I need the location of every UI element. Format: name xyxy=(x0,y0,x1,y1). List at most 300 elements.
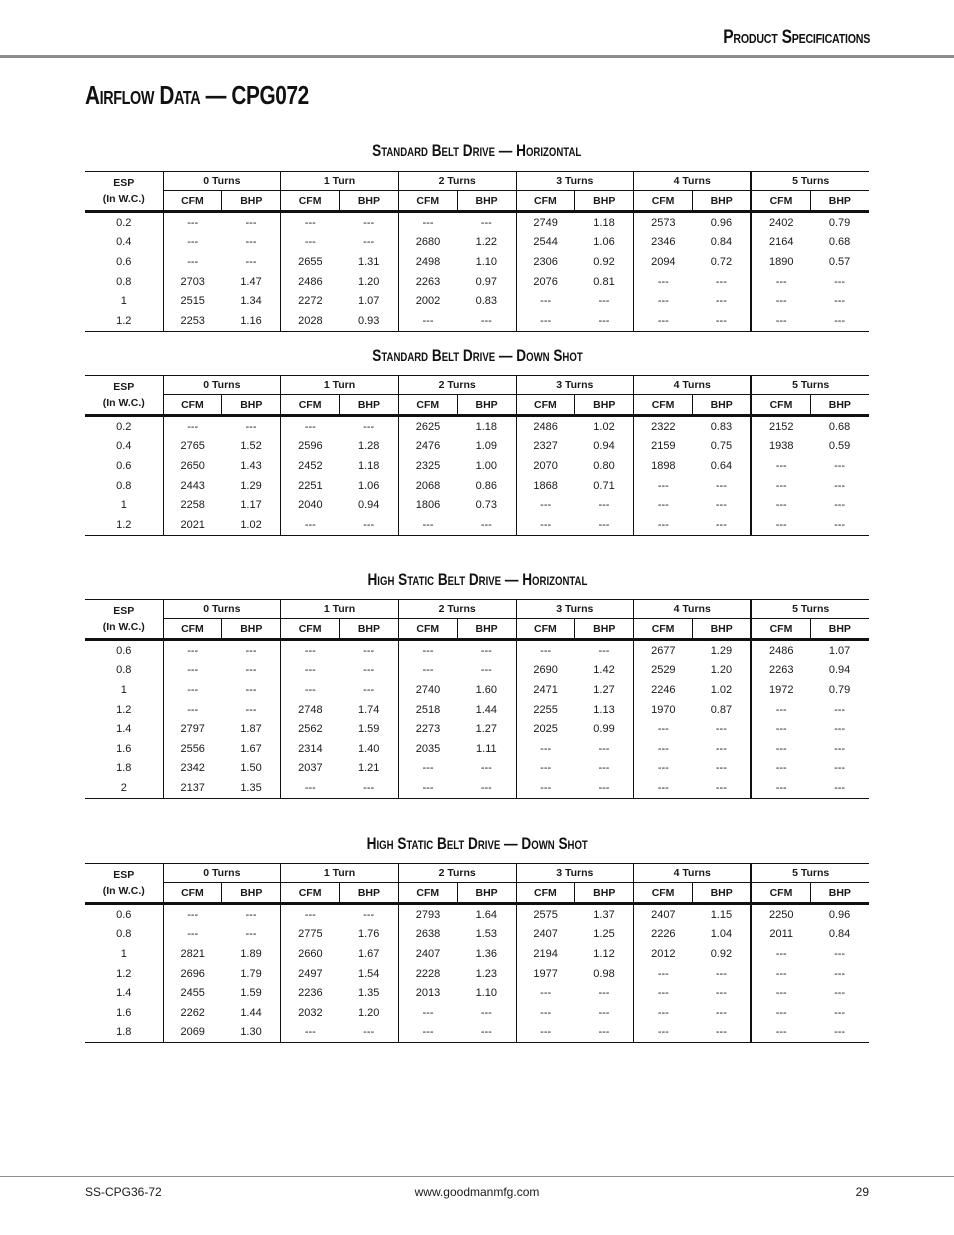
bhp-cell: --- xyxy=(715,499,727,512)
bhp-cell: 1.09 xyxy=(475,440,498,453)
esp-label: ESP xyxy=(113,605,135,617)
bhp-cell: 0.64 xyxy=(710,459,733,472)
turns-header: 0 Turns xyxy=(163,600,281,619)
cfm-cell: --- xyxy=(163,212,222,233)
esp-cell: 1 xyxy=(120,683,127,696)
bhp-cell: --- xyxy=(245,216,257,229)
cfm-cell: 2486 xyxy=(516,416,575,437)
bhp-cell: 0.80 xyxy=(593,459,615,472)
section-title-std-downshot: Standard Belt Drive — Down Shot xyxy=(371,346,583,365)
bhp-cell: 1.18 xyxy=(593,216,615,229)
bhp-cell: 1.00 xyxy=(475,459,498,472)
cfm-cell: 2748 xyxy=(281,700,340,720)
cfm-header: CFM xyxy=(634,619,693,640)
cfm-cell: 2013 xyxy=(398,983,457,1003)
airflow-table-hs-horizontal xyxy=(85,599,869,799)
esp-cell: 0.6 xyxy=(116,459,132,472)
bhp-cell: 1.13 xyxy=(593,703,615,716)
bhp-header: BHP xyxy=(810,191,869,212)
esp-cell: 0.2 xyxy=(116,216,132,229)
bhp-header: BHP xyxy=(810,619,869,640)
table-row xyxy=(85,944,869,964)
cfm-cell: 2263 xyxy=(751,661,810,681)
cfm-cell: --- xyxy=(281,416,340,437)
bhp-cell: --- xyxy=(363,664,375,677)
bhp-header: BHP xyxy=(692,883,751,904)
bhp-cell: 1.18 xyxy=(475,420,498,433)
bhp-cell: 1.12 xyxy=(593,947,615,960)
cfm-cell: --- xyxy=(281,212,340,233)
cfm-header: CFM xyxy=(281,883,340,904)
cfm-cell: 2262 xyxy=(163,1003,222,1023)
bhp-cell: 1.22 xyxy=(475,236,498,249)
bhp-cell: --- xyxy=(363,420,375,433)
cfm-header: CFM xyxy=(163,883,222,904)
table-row xyxy=(85,272,869,292)
bhp-cell: --- xyxy=(834,479,846,492)
cfm-header: CFM xyxy=(398,883,457,904)
table-row xyxy=(85,291,869,311)
cfm-cell: 2486 xyxy=(281,272,340,292)
cfm-cell: 2443 xyxy=(163,476,222,496)
table-row xyxy=(85,495,869,515)
airflow-table-std-horizontal xyxy=(85,171,869,332)
bhp-header: BHP xyxy=(575,883,634,904)
cfm-cell: 2028 xyxy=(281,311,340,331)
bhp-cell: 1.17 xyxy=(240,499,262,512)
bhp-cell: --- xyxy=(715,275,727,288)
cfm-cell: --- xyxy=(516,640,575,661)
cfm-cell: 2226 xyxy=(634,925,693,945)
bhp-header: BHP xyxy=(692,619,751,640)
bhp-cell: 1.59 xyxy=(357,723,380,736)
turns-header: 4 Turns xyxy=(634,172,752,191)
table-row xyxy=(85,437,869,457)
bhp-cell: 1.28 xyxy=(357,440,380,453)
bhp-cell: 1.02 xyxy=(593,420,615,433)
cfm-cell: 2152 xyxy=(751,416,810,437)
bhp-cell: 0.84 xyxy=(828,928,851,941)
turns-header: 2 Turns xyxy=(398,172,516,191)
table-row xyxy=(85,719,869,739)
table-row xyxy=(85,778,869,798)
bhp-cell: 1.31 xyxy=(357,255,380,268)
cfm-cell: --- xyxy=(398,778,457,798)
cfm-header: CFM xyxy=(163,395,222,416)
table-row xyxy=(85,212,869,233)
cfm-cell: --- xyxy=(634,1003,693,1023)
cfm-cell: 2255 xyxy=(516,700,575,720)
bhp-cell: 1.29 xyxy=(710,644,733,657)
bhp-cell: 0.71 xyxy=(593,479,615,492)
cfm-header: CFM xyxy=(281,395,340,416)
cfm-cell: 2677 xyxy=(634,640,693,661)
bhp-header: BHP xyxy=(457,191,516,212)
cfm-cell: --- xyxy=(751,719,810,739)
bhp-cell: 0.99 xyxy=(593,723,615,736)
cfm-cell: --- xyxy=(516,778,575,798)
bhp-cell: --- xyxy=(480,1006,492,1019)
cfm-header: CFM xyxy=(398,395,457,416)
cfm-cell: --- xyxy=(634,495,693,515)
bhp-cell: 0.92 xyxy=(710,947,733,960)
bhp-cell: --- xyxy=(245,908,257,921)
table-row xyxy=(85,759,869,779)
turns-header: 4 Turns xyxy=(634,864,752,883)
table-row xyxy=(85,739,869,759)
esp-header xyxy=(85,864,163,904)
cfm-cell: 2159 xyxy=(634,437,693,457)
cfm-cell: 1806 xyxy=(398,495,457,515)
bhp-cell: 0.79 xyxy=(828,216,851,229)
bhp-cell: --- xyxy=(715,967,727,980)
bhp-cell: 0.83 xyxy=(475,295,498,308)
cfm-cell: 2486 xyxy=(751,640,810,661)
cfm-header: CFM xyxy=(634,191,693,212)
cfm-cell: --- xyxy=(281,904,340,925)
esp-cell: 1 xyxy=(120,295,127,308)
esp-cell: 1.8 xyxy=(85,1023,163,1043)
bhp-cell: --- xyxy=(810,1023,869,1043)
bhp-cell: --- xyxy=(834,459,846,472)
cfm-cell: --- xyxy=(751,1003,810,1023)
table-row xyxy=(85,1003,869,1023)
bhp-cell: --- xyxy=(834,762,846,775)
bhp-cell: --- xyxy=(363,908,375,921)
cfm-cell: 2194 xyxy=(516,944,575,964)
cfm-cell: --- xyxy=(634,515,693,535)
cfm-header: CFM xyxy=(398,191,457,212)
bhp-cell: --- xyxy=(834,723,846,736)
bhp-header: BHP xyxy=(340,395,399,416)
cfm-header: CFM xyxy=(634,395,693,416)
bhp-cell: --- xyxy=(715,479,727,492)
cfm-cell: --- xyxy=(516,311,575,331)
table-row xyxy=(85,416,869,437)
bhp-header: BHP xyxy=(575,395,634,416)
bhp-cell: --- xyxy=(810,778,869,798)
table-row xyxy=(85,904,869,925)
bhp-cell: 0.68 xyxy=(828,236,851,249)
cfm-cell: 2040 xyxy=(281,495,340,515)
bhp-cell: --- xyxy=(457,311,516,331)
cfm-cell: --- xyxy=(634,759,693,779)
esp-cell: 0.2 xyxy=(116,420,132,433)
bhp-cell: 0.72 xyxy=(710,255,733,268)
bhp-cell: 1.10 xyxy=(475,255,498,268)
bhp-cell: 1.16 xyxy=(222,311,281,331)
cfm-cell: 2625 xyxy=(398,416,457,437)
cfm-cell: 2032 xyxy=(281,1003,340,1023)
bhp-cell: --- xyxy=(363,644,375,657)
bhp-cell: --- xyxy=(598,987,610,1000)
cfm-cell: 1977 xyxy=(516,964,575,984)
cfm-cell: 2544 xyxy=(516,233,575,253)
bhp-cell: 1.18 xyxy=(357,459,380,472)
bhp-cell: --- xyxy=(480,216,492,229)
cfm-cell: --- xyxy=(281,233,340,253)
esp-cell: 0.8 xyxy=(116,479,132,492)
cfm-cell: 2025 xyxy=(516,719,575,739)
cfm-cell: --- xyxy=(751,739,810,759)
esp-cell: 1.8 xyxy=(116,762,132,775)
cfm-cell: 2556 xyxy=(163,739,222,759)
bhp-cell: 1.20 xyxy=(357,1006,380,1019)
esp-cell: 1.2 xyxy=(85,515,163,535)
bhp-header: BHP xyxy=(575,619,634,640)
cfm-cell: 1970 xyxy=(634,700,693,720)
esp-header xyxy=(85,600,163,640)
cfm-cell: 2518 xyxy=(398,700,457,720)
cfm-cell: --- xyxy=(516,739,575,759)
bhp-cell: 1.40 xyxy=(357,742,380,755)
cfm-cell: --- xyxy=(398,1023,457,1043)
bhp-cell: --- xyxy=(598,295,610,308)
cfm-cell: --- xyxy=(398,640,457,661)
bhp-cell: --- xyxy=(834,499,846,512)
cfm-cell: 2076 xyxy=(516,272,575,292)
cfm-cell: 2258 xyxy=(163,495,222,515)
cfm-cell: 2455 xyxy=(163,983,222,1003)
esp-cell: 0.8 xyxy=(116,275,132,288)
cfm-cell: 1938 xyxy=(751,437,810,457)
bhp-cell: 0.93 xyxy=(340,311,399,331)
cfm-cell: 2322 xyxy=(634,416,693,437)
cfm-cell: --- xyxy=(163,904,222,925)
turns-header: 0 Turns xyxy=(163,864,281,883)
turns-header: 2 Turns xyxy=(398,600,516,619)
bhp-cell: 1.21 xyxy=(357,762,380,775)
section-title-hs-horizontal: High Static Belt Drive — Horizontal xyxy=(367,570,587,589)
bhp-cell: 1.02 xyxy=(222,515,281,535)
esp-cell: 1.6 xyxy=(116,742,132,755)
esp-unit-label: (In W.C.) xyxy=(102,621,145,633)
cfm-cell: 2346 xyxy=(634,233,693,253)
bhp-cell: 1.15 xyxy=(710,908,733,921)
cfm-cell: --- xyxy=(634,983,693,1003)
turns-header: 1 Turn xyxy=(281,172,399,191)
turns-header: 1 Turn xyxy=(281,864,399,883)
bhp-cell: 1.35 xyxy=(357,987,380,1000)
bhp-cell: 1.76 xyxy=(357,928,380,941)
bhp-cell: 1.50 xyxy=(240,762,262,775)
airflow-table-hs-downshot xyxy=(85,863,869,1043)
bhp-cell: 1.44 xyxy=(240,1006,262,1019)
bhp-header: BHP xyxy=(340,619,399,640)
cfm-cell: 2228 xyxy=(398,964,457,984)
bhp-cell: 0.59 xyxy=(828,440,851,453)
bhp-cell: --- xyxy=(575,778,634,798)
cfm-cell: 2471 xyxy=(516,680,575,700)
cfm-cell: --- xyxy=(751,272,810,292)
esp-cell: 0.8 xyxy=(116,664,132,677)
esp-cell: 1.6 xyxy=(116,1006,132,1019)
bhp-cell: 1.04 xyxy=(710,928,733,941)
cfm-cell: 2407 xyxy=(398,944,457,964)
bhp-cell: --- xyxy=(834,295,846,308)
bhp-cell: 0.81 xyxy=(593,275,615,288)
bhp-cell: --- xyxy=(575,515,634,535)
bhp-cell: --- xyxy=(363,216,375,229)
cfm-header: CFM xyxy=(751,883,810,904)
cfm-header: CFM xyxy=(751,191,810,212)
bhp-header: BHP xyxy=(222,395,281,416)
cfm-cell: --- xyxy=(751,1023,810,1043)
bhp-cell: --- xyxy=(363,236,375,249)
cfm-cell: --- xyxy=(281,661,340,681)
bhp-header: BHP xyxy=(222,883,281,904)
cfm-cell: --- xyxy=(634,1023,693,1043)
bhp-header: BHP xyxy=(575,191,634,212)
esp-cell: 1.2 xyxy=(116,703,132,716)
bhp-cell: --- xyxy=(715,987,727,1000)
cfm-cell: --- xyxy=(751,515,810,535)
cfm-cell: 2251 xyxy=(281,476,340,496)
cfm-cell: 2069 xyxy=(163,1023,222,1043)
cfm-cell: --- xyxy=(163,661,222,681)
bhp-cell: --- xyxy=(834,947,846,960)
esp-cell: 1.2 xyxy=(116,967,132,980)
bhp-cell: 0.94 xyxy=(593,440,615,453)
esp-cell: 1 xyxy=(120,499,127,512)
table-row xyxy=(85,252,869,272)
cfm-cell: 2272 xyxy=(281,291,340,311)
turns-header: 1 Turn xyxy=(281,376,399,395)
table-row xyxy=(85,233,869,253)
bhp-cell: 1.11 xyxy=(476,742,497,755)
cfm-cell: 2740 xyxy=(398,680,457,700)
bhp-cell: 1.67 xyxy=(240,742,262,755)
turns-header: 1 Turn xyxy=(281,600,399,619)
cfm-cell: 2498 xyxy=(398,252,457,272)
esp-cell: 0.8 xyxy=(116,928,132,941)
cfm-cell: 2765 xyxy=(163,437,222,457)
bhp-cell: --- xyxy=(598,1006,610,1019)
cfm-cell: 2273 xyxy=(398,719,457,739)
bhp-header: BHP xyxy=(340,191,399,212)
cfm-cell: --- xyxy=(634,476,693,496)
cfm-cell: --- xyxy=(751,476,810,496)
bhp-cell: --- xyxy=(834,703,846,716)
bhp-cell: --- xyxy=(457,1023,516,1043)
cfm-header: CFM xyxy=(751,619,810,640)
bhp-cell: 0.98 xyxy=(593,967,615,980)
bhp-cell: --- xyxy=(715,723,727,736)
bhp-cell: 1.42 xyxy=(593,664,615,677)
bhp-cell: 1.02 xyxy=(710,683,733,696)
turns-header: 3 Turns xyxy=(516,864,634,883)
cfm-cell: 2529 xyxy=(634,661,693,681)
cfm-cell: --- xyxy=(751,964,810,984)
cfm-cell: 2660 xyxy=(281,944,340,964)
bhp-cell: 0.94 xyxy=(357,499,380,512)
bhp-cell: 0.79 xyxy=(828,683,851,696)
cfm-cell: 2696 xyxy=(163,964,222,984)
cfm-cell: 2253 xyxy=(163,311,222,331)
cfm-cell: 2236 xyxy=(281,983,340,1003)
bhp-header: BHP xyxy=(810,395,869,416)
bhp-cell: 1.43 xyxy=(240,459,262,472)
bhp-cell: --- xyxy=(480,664,492,677)
bhp-cell: --- xyxy=(715,295,727,308)
cfm-cell: 2070 xyxy=(516,456,575,476)
bhp-cell: --- xyxy=(692,311,751,331)
bhp-cell: 0.87 xyxy=(710,703,733,716)
bhp-cell: 1.87 xyxy=(240,723,262,736)
bhp-cell: --- xyxy=(810,311,869,331)
cfm-cell: 2068 xyxy=(398,476,457,496)
cfm-cell: --- xyxy=(516,759,575,779)
cfm-cell: --- xyxy=(398,661,457,681)
header-rule xyxy=(0,55,954,58)
bhp-cell: 1.36 xyxy=(475,947,498,960)
cfm-cell: 2821 xyxy=(163,944,222,964)
page-title: Airflow Data — CPG072 xyxy=(85,80,309,110)
bhp-cell: 1.89 xyxy=(240,947,262,960)
cfm-cell: 2562 xyxy=(281,719,340,739)
bhp-cell: --- xyxy=(340,515,399,535)
cfm-cell: 2314 xyxy=(281,739,340,759)
cfm-cell: 2797 xyxy=(163,719,222,739)
table-row xyxy=(85,680,869,700)
bhp-header: BHP xyxy=(810,883,869,904)
bhp-cell: 0.83 xyxy=(710,420,733,433)
bhp-cell: --- xyxy=(692,515,751,535)
bhp-cell: 1.54 xyxy=(357,967,380,980)
cfm-header: CFM xyxy=(163,619,222,640)
cfm-cell: 2655 xyxy=(281,252,340,272)
bhp-cell: --- xyxy=(245,703,257,716)
cfm-header: CFM xyxy=(516,395,575,416)
cfm-cell: 2407 xyxy=(516,925,575,945)
esp-cell: 2 xyxy=(85,778,163,798)
esp-label: ESP xyxy=(113,381,135,393)
bhp-cell: --- xyxy=(480,762,492,775)
cfm-cell: --- xyxy=(751,759,810,779)
bhp-cell: 0.97 xyxy=(475,275,498,288)
cfm-header: CFM xyxy=(751,395,810,416)
bhp-cell: --- xyxy=(692,1023,751,1043)
bhp-cell: --- xyxy=(810,515,869,535)
table-row xyxy=(85,476,869,496)
cfm-cell: 2775 xyxy=(281,925,340,945)
esp-label: ESP xyxy=(113,869,135,881)
cfm-header: CFM xyxy=(163,191,222,212)
cfm-cell: --- xyxy=(516,1003,575,1023)
bhp-cell: --- xyxy=(715,742,727,755)
bhp-cell: 1.67 xyxy=(357,947,380,960)
cfm-cell: 2690 xyxy=(516,661,575,681)
cfm-cell: 2306 xyxy=(516,252,575,272)
esp-header xyxy=(85,376,163,416)
bhp-cell: --- xyxy=(715,762,727,775)
turns-header: 4 Turns xyxy=(634,376,752,395)
cfm-cell: --- xyxy=(634,964,693,984)
cfm-header: CFM xyxy=(516,191,575,212)
bhp-cell: 0.73 xyxy=(475,499,498,512)
airflow-table-std-downshot xyxy=(85,375,869,536)
cfm-cell: 2680 xyxy=(398,233,457,253)
bhp-cell: 1.10 xyxy=(475,987,498,1000)
bhp-cell: --- xyxy=(340,1023,399,1043)
cfm-cell: 1898 xyxy=(634,456,693,476)
bhp-cell: --- xyxy=(363,683,375,696)
table-row xyxy=(85,1023,869,1043)
bhp-cell: --- xyxy=(340,778,399,798)
bhp-cell: 1.53 xyxy=(475,928,498,941)
bhp-cell: 1.34 xyxy=(240,295,262,308)
bhp-cell: --- xyxy=(575,1023,634,1043)
